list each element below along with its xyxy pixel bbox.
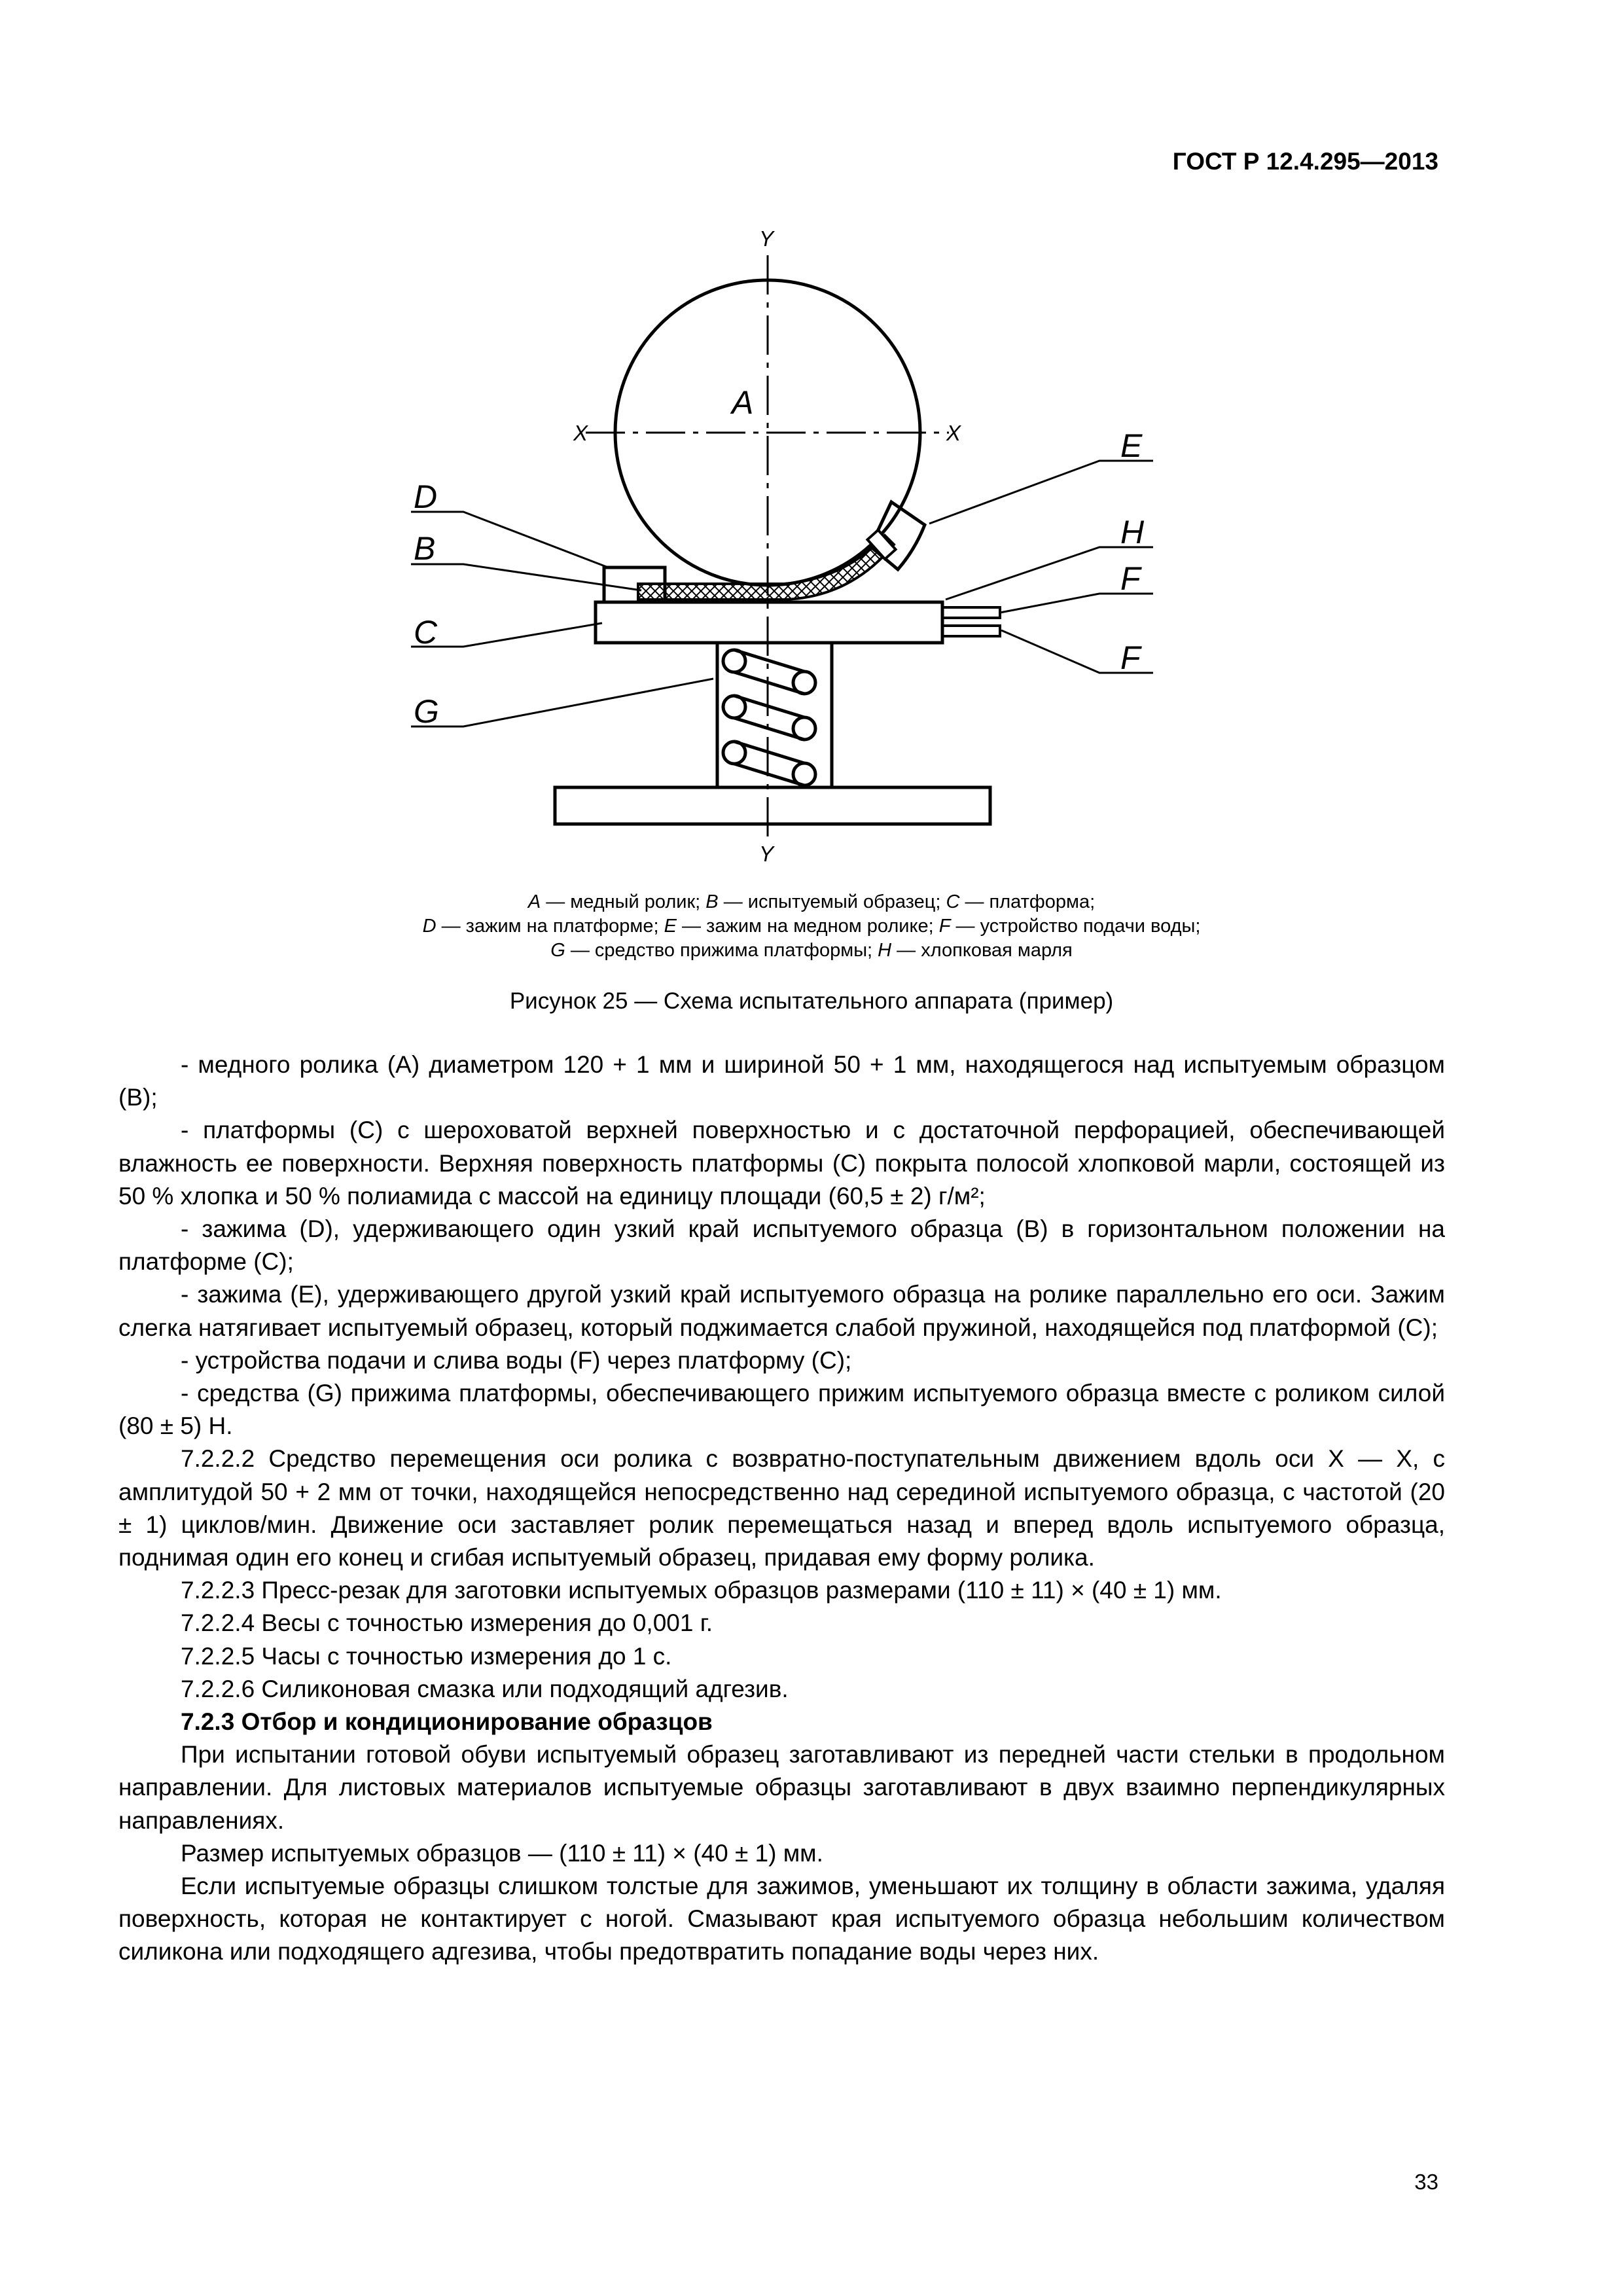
label-g: G <box>414 693 439 730</box>
paragraph: - зажима (D), удерживающего один узкий край испытуемого образца (B) в горизонтальном положении на платформе (C); <box>118 1215 1445 1276</box>
specimen-b <box>638 535 894 600</box>
axis-x-right-label: X <box>946 421 961 445</box>
label-f-top: F <box>1120 560 1141 597</box>
paragraph: 7.2.2.3 Пресс-резак для заготовки испытуемых образцов размерами (110 ± 11) × (40 ± 1) мм. <box>181 1577 1222 1604</box>
axis-y-top-label: Y <box>759 226 774 251</box>
paragraph: 7.2.2.6 Силиконовая смазка или подходящий адгезив. <box>181 1675 789 1702</box>
section-heading: 7.2.3 Отбор и кондиционирование образцов <box>181 1708 713 1736</box>
paragraph: Размер испытуемых образцов — (110 ± 11) × (40 ± 1) мм. <box>181 1839 823 1867</box>
figure-legend <box>0 890 1623 963</box>
legend-line-2: D — зажим на платформе; E — зажим на медном ролике; F — устройство подачи воды; <box>422 916 1201 937</box>
standard-header: ГОСТ Р 12.4.295—2013 <box>1172 148 1438 175</box>
label-b: B <box>414 530 436 567</box>
label-e: E <box>1120 427 1143 464</box>
axis-x-left-label: X <box>573 421 588 445</box>
label-d: D <box>414 478 438 515</box>
body-text <box>118 1049 1445 1969</box>
label-a: A <box>732 384 754 421</box>
paragraph: - медного ролика (A) диаметром 120 + 1 мм и шириной 50 + 1 мм, находящегося над испытуемым образцом (B); <box>118 1051 1445 1111</box>
spring-g <box>723 650 815 785</box>
water-pipe-f1 <box>942 607 1000 618</box>
paragraph: - средства (G) прижима платформы, обеспечивающего прижим испытуемого образца вместе с роликом силой (80 ± 5) Н. <box>118 1380 1445 1440</box>
apparatus-diagram <box>0 0 1623 916</box>
paragraph: 7.2.2.4 Весы с точностью измерения до 0,001 г. <box>181 1609 713 1637</box>
legend-line-3: G — средство прижима платформы; H — хлопковая марля <box>550 940 1073 961</box>
platform-c <box>596 602 942 643</box>
figure-caption: Рисунок 25 — Схема испытательного аппарата (пример) <box>509 988 1114 1014</box>
label-h: H <box>1120 514 1145 550</box>
base-plate <box>555 787 990 824</box>
paragraph: 7.2.2.2 Средство перемещения оси ролика с возвратно-поступательным движением вдоль оси X — X, с амплитудой 50 + 2 мм от точки, находящейся непосредственно над серединой испытуемого образца, с частотой (20 ± 1) циклов/мин. Движение оси заставляет ролик перемещаться назад и вперед вдоль испытуемого образца, поднимая один его конец и сгибая испытуемый образец, придавая ему форму ролика. <box>118 1445 1445 1571</box>
page-number: 33 <box>1414 2170 1438 2194</box>
paragraph: 7.2.2.5 Часы с точностью измерения до 1 с. <box>181 1642 672 1670</box>
paragraph: - платформы (C) с шероховатой верхней поверхностью и с достаточной перфорацией, обеспечивающей влажность ее поверхности. Верхняя поверхность платформы (C) покрыта полосой хлопковой марли, состоящей из 50 % хлопка и 50 % полиамида с массой на единицу площади (60,5 ± 2) г/м²; <box>118 1117 1445 1210</box>
legend-line-1: A — медный ролик; B — испытуемый образец; C — платформа; <box>527 891 1096 912</box>
label-c: C <box>414 614 438 651</box>
water-pipe-f2 <box>942 626 1000 636</box>
paragraph: Если испытуемые образцы слишком толстые для зажимов, уменьшают их толщину в области зажима, удаляя поверхность, которая не контактирует с ногой. Смазывают края испытуемого образца небольшим количеством силикона или подходящего адгезива, чтобы предотвратить попадание воды через них. <box>118 1873 1445 1965</box>
axis-y-bottom-label: Y <box>759 842 774 866</box>
support-column <box>717 643 832 787</box>
paragraph: - зажима (E), удерживающего другой узкий край испытуемого образца на ролике параллельно его оси. Зажим слегка натягивает испытуемый образец, который поджимается слабой пружиной, находящейся под платформой (C); <box>118 1281 1445 1341</box>
paragraph: При испытании готовой обуви испытуемый образец заготавливают из передней части стельки в продольном направлении. Для листовых материалов испытуемые образцы заготавливают в двух взаимно перпендикулярных направлениях. <box>118 1741 1445 1834</box>
paragraph: - устройства подачи и слива воды (F) через платформу (C); <box>181 1346 852 1374</box>
label-f-bottom: F <box>1120 639 1141 676</box>
apparatus-figure <box>0 0 1623 916</box>
